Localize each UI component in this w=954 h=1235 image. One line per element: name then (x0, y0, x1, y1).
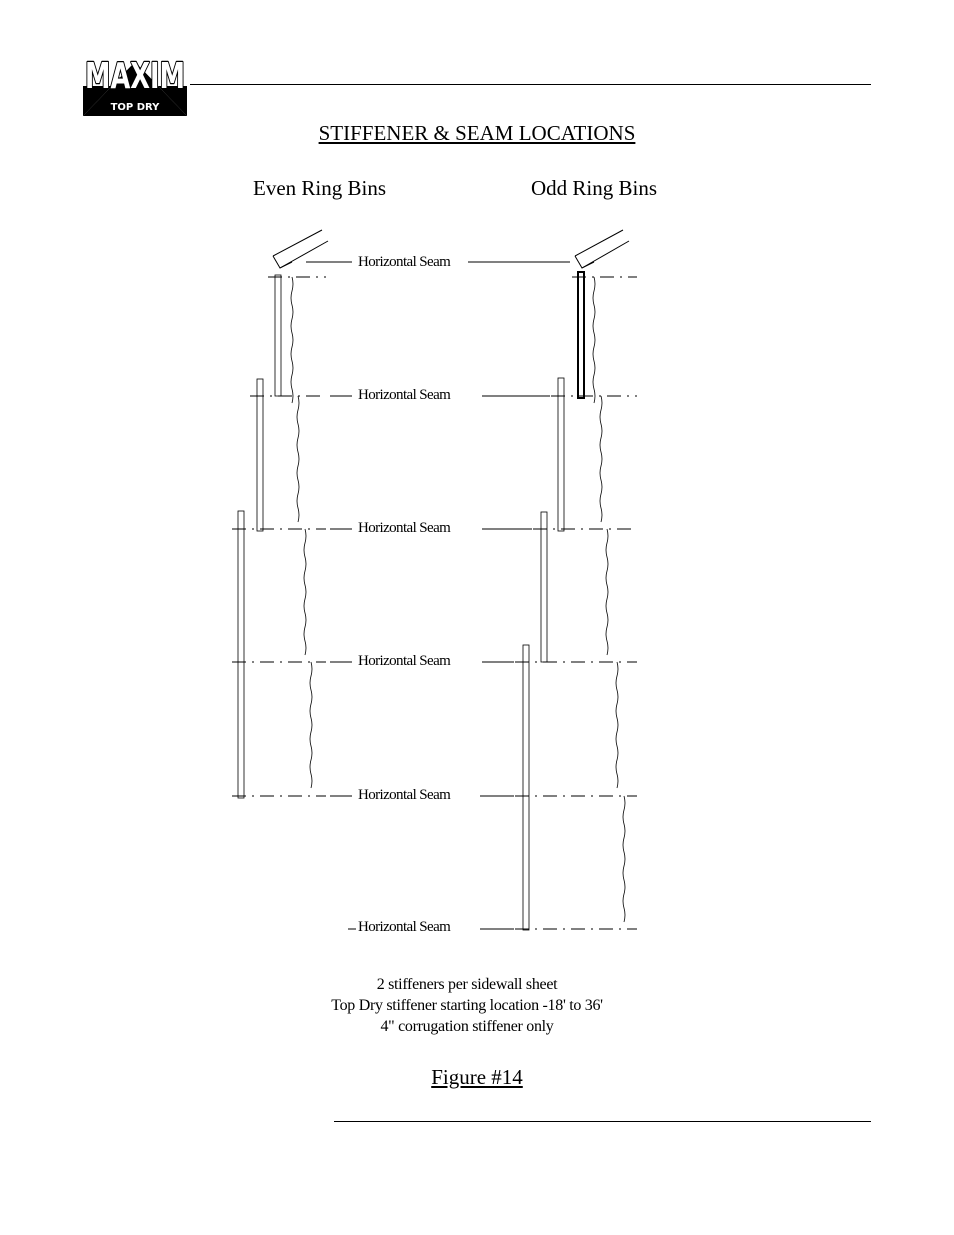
odd-roof-eave (575, 230, 629, 268)
seam-label: Horizontal Seam (358, 919, 451, 935)
odd-ring-bins-heading: Odd Ring Bins (531, 176, 658, 200)
seam-label: Horizontal Seam (358, 254, 451, 270)
label-leaders (306, 262, 570, 929)
note-line: 2 stiffeners per sidewall sheet (376, 976, 558, 993)
even-ring-bins-heading: Even Ring Bins (253, 176, 387, 200)
figure-caption: Figure #14 (431, 1065, 523, 1089)
even-stiffeners (238, 275, 281, 798)
odd-stiffeners (523, 272, 584, 930)
even-wall-profile (291, 277, 312, 788)
footer-rule (334, 1121, 871, 1122)
logo-brand: MAXIM (85, 56, 185, 97)
note-line: Top Dry stiffener starting location -18' to 36' (331, 997, 603, 1014)
odd-wall-profile (593, 277, 625, 922)
note-line: 4" corrugation stiffener only (380, 1018, 554, 1035)
seam-label: Horizontal Seam (358, 653, 451, 669)
stiffener-notes (0, 974, 934, 1037)
seam-label: Horizontal Seam (358, 787, 451, 803)
logo-sub: TOP DRY (110, 102, 160, 113)
seam-label: Horizontal Seam (358, 387, 451, 403)
page-title: STIFFENER & SEAM LOCATIONS (318, 121, 636, 145)
seam-label: Horizontal Seam (358, 520, 451, 536)
seam-center-lines (232, 277, 637, 929)
